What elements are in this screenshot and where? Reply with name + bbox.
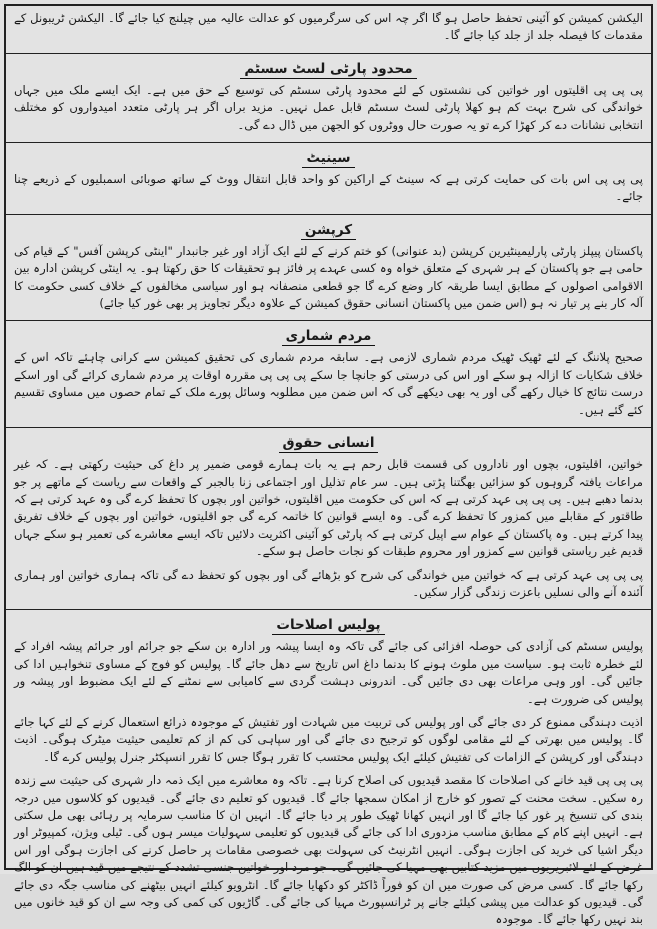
limited-party-list-paragraph: پی پی پی اقلیتوں اور خواتین کی نشستوں کے لئے محدود پارٹی سسٹم کی توسیع کے حق میں ہے۔ ایک ایسے ملک میں جہاں خواندگی کی شرح بہت کم ہو کھلا پارٹی لسٹ سسٹم قابل عمل نہیں۔ مزید براں اگر ہر پارٹی متعدد امیدواروں کو مختلف انتخابی نشانات دے کر کھڑا کرے تو یہ صورت حال ووٹروں کو الجھن میں ڈال دے گی۔: [14, 82, 643, 132]
intro-paragraph: الیکشن کمیشن کو آئینی تحفظ حاصل ہو گا اگر چہ اس کی سرگرمیوں کو عدالت عالیہ میں چیلنج کیا جائے گا۔ الیکشن ٹریبونل کے مقدمات کا فیصلہ جلد از جلد کیا جائے گا۔: [14, 11, 643, 43]
police-reforms-paragraph-1: پولیس سسٹم کی آزادی کی حوصلہ افزائی کی جائے گی تاکہ وہ ایسا پیشہ ور ادارہ بن سکے جو جرائم اور جرائم پیشہ افراد کے لئے خطرہ ثابت ہو۔ سیاست میں ملوث ہونے کا بدنما داغ اس تاریخ سے دھل جائے گا۔ پولیس کو فوج کے مساوی تنخواہیں ادا کی جائیں گی۔ اور وہی مراعات بھی دی جائیں گی۔ اندرونی دہشت گردی سے کامیابی سے نمٹنے کے لئے ایک مضبوط اور پیشہ ور پولیس کی ضرورت ہے۔: [14, 639, 643, 706]
census-paragraph: صحیح پلاننگ کے لئے ٹھیک ٹھیک مردم شماری لازمی ہے۔ سابقہ مردم شماری کی تحقیق کمیشن سے کرانی چاہئے تاکہ اس کے خلاف شکایات کا ازالہ ہو سکے اور اس کی درستی کو جانچا جا سکے پی پی پی مقررہ اوقات پر مردم شماری کرائے گی اور اسکے درست نتائج کا خیال رکھے گی اور یہ بھی دیکھے گی کہ اس ضمن میں مطلوبہ وسائل پورے ملک کے تمام حصوں میں مساوی تقسیم کئے گئے ہیں۔: [14, 350, 643, 417]
human-rights-paragraph-1: خواتین، اقلیتوں، بچوں اور ناداروں کی قسمت قابل رحم ہے یہ بات ہمارے قومی ضمیر پر داغ کی حیثیت رکھتی ہے۔ کہ غیر مراعات یافتہ گروہوں کو سزائیں بھگتنا پڑتی ہیں۔ سر عام تذلیل اور اجتماعی زنا بالجبر کے واقعات سے ریاست کے ماتھے پر جو بدنما دھبے ہیں۔ پی پی پی عہد کرتی ہے کہ اس کی حکومت میں اقلیتوں، خواتین اور بچوں کا تحفظ کرے گی وہ عہد کرتی ہے کہ طاقتور کے مقابلے میں کمزور کا تحفظ کرے گی۔ وہ ایسے قوانین کا خاتمہ کرے گی جو اقلیتوں، خواتین اور بچوں کے خلاف تفریق پیدا کرتے ہیں۔ وہ پاکستان کے عوام سے اپیل کرتی ہے کہ پارٹی کو آئینی اکثریت دلائیں تاکہ ایسے معاشرے کی تعمیر ہو سکے جہاں قدیم غیر ریاستی قوانین سے کمزور اور محروم طبقات کو نجات حاصل ہو سکے۔: [14, 457, 643, 559]
police-reforms-paragraph-2: اذیت دہندگی ممنوع کر دی جائے گی اور پولیس کی تربیت میں شہادت اور تفتیش کے موجودہ ذرائع استعمال کرنے کے لئے کہا جائے گا۔ پولیس میں بھرتی کے لئے مقامی لوگوں کو ترجیح دی جائے گی اور سپاہی کی کم از کم تعلیمی حیثیت میٹرک ہوگی۔ اذیت دہندگی اور کرپشن کے الزامات کی تفتیش کیلئے ایک پولیس محتسب کا تقرر ہوگا جس کا تقرر انسپکٹر جنرل پولیس کرے گا۔: [14, 714, 643, 764]
heading-census: مردم شماری: [14, 327, 643, 345]
heading-human-rights: انسانی حقوق: [14, 434, 643, 452]
senate-paragraph: پی پی پی اس بات کی حمایت کرتی ہے کہ سینٹ کے اراکین کو واحد قابل انتقال ووٹ کے ساتھ صوبائی اسمبلیوں کے ذریعے چنا جائے۔: [14, 172, 643, 204]
heading-limited-party-list: محدود پارٹی لسٹ سسٹم: [14, 60, 643, 78]
section-divider: [6, 609, 651, 610]
heading-police-reforms: پولیس اصلاحات: [14, 616, 643, 634]
corruption-paragraph: پاکستان پیپلز پارٹی پارلیمینٹیرین کرپشن (بد عنوانی) کو ختم کرنے کے لئے ایک آزاد اور غیر جانبدار "اینٹی کرپشن آفس" کے قیام کی حامی ہے جو پاکستان کے ہر شہری کے متعلق خواہ وہ کسی عہدے پر فائز ہو تحقیقات کا حق رکھتا ہو۔ یہ اینٹی کرپشن ادارہ بین الاقوامی اصولوں کے مطابق ایسا طریقہ کار وضع کرے گا جو قطعی منصفانہ ہو اور سیاسی مخالفوں کے خلاف کسی حکومت کا آلہ کار بنے پر تیار نہ ہو (اس ضمن میں پاکستان انسانی حقوق کمیشن کے علاوہ دیگر تجاویز پر بھی غور کیا جائے): [14, 243, 643, 311]
section-divider: [6, 320, 651, 321]
section-divider: [6, 427, 651, 428]
section-divider: [6, 142, 651, 143]
heading-corruption: کرپشن: [14, 221, 643, 239]
heading-senate: سینیٹ: [14, 149, 643, 167]
section-divider: [6, 214, 651, 215]
police-reforms-paragraph-3: پی پی پی قید خانے کی اصلاحات کا مقصد قیدیوں کی اصلاح کرنا ہے۔ تاکہ وہ معاشرے میں ایک ذمہ دار شہری کی حیثیت سے زندہ رہ سکیں۔ سخت محنت کے تصور کو خارج از امکان سمجھا جائے گا۔ قیدیوں کو تعلیم دی جائے گی۔ قیدیوں کو کلاسوں میں درجہ بندی کی تنسیخ پر غور کیا جائے گا اور انہیں کھانا ٹھیک طور پر دیا جائے گا۔ انہیں ان کا مناسب سرمایہ پر رہائی بھی مل سکتی ہے۔ انہیں اپنے کام کے مطابق مناسب مزدوری ادا کی جائے گی قیدیوں کو تعلیمی سہولیات میسر ہوں گی۔ ٹیلی ویژن، کمپیوٹر اور دیگر اشیا کی خرید کی اجازت ہوگی۔ انہیں انٹرنیٹ کی سہولت بھی خصوصی مقامات پر حاصل کرنے کی اجازت ہوگی اور اس غرض کے لئے لائبریریوں میں مزید کتابیں بھی مہیا کی جائیں گی۔ جو مرد اور خواتین جنسی تشدد کے نتیجے میں قید ہیں ان کو الگ رکھا جائے گا۔ کسی مرض کی صورت میں ان کو فوراً ڈاکٹر کو دکھایا جائے گا۔ انٹرویو کیلئے انہیں بیٹھنے کی مناسب جگہ دی جائے گی۔ قیدیوں کو عدالت میں پیشی کیلئے جانے پر ٹرانسپورٹ مہیا کی جائے گی۔ گاڑیوں کی کمی کی وجہ سے ان کو قید خانوں میں بند نہیں رکھا جائے گا۔ موجودہ: [14, 773, 643, 927]
manifesto-text-frame: [4, 4, 653, 927]
section-divider: [6, 53, 651, 54]
human-rights-paragraph-2: پی پی پی عہد کرتی ہے کہ خواتین میں خواندگی کی شرح کو بڑھائے گی اور بچوں کو تحفظ دے گی تاکہ ہماری خواتین اور ہماری آئندہ آنے والی نسلیں باعزت زندگی گزار سکیں۔: [14, 567, 643, 599]
